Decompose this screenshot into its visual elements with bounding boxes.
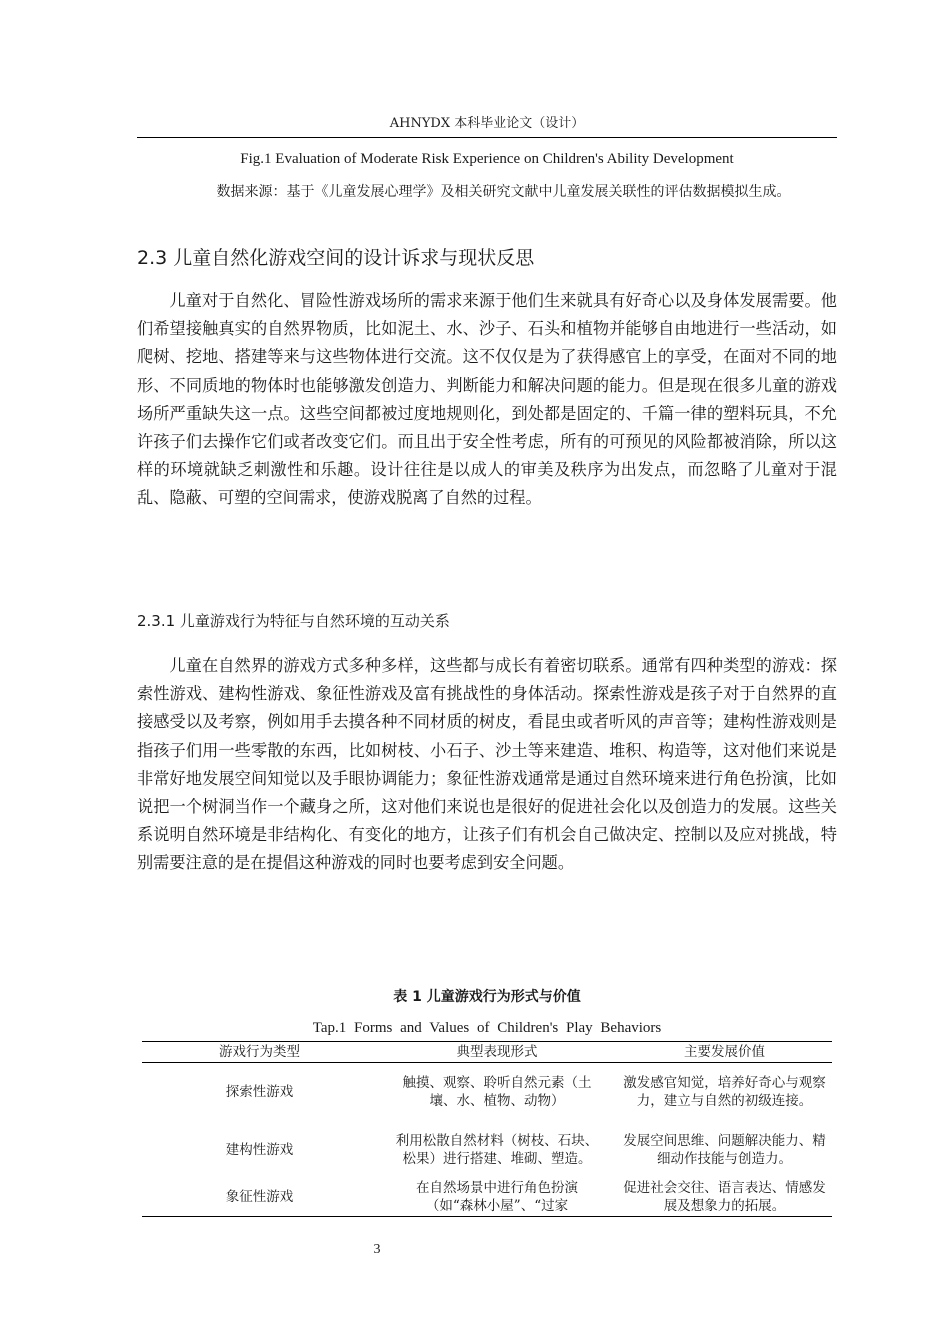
table-cell xyxy=(377,1179,617,1217)
table-title-en: Tap.1 Forms and Values of Children's Play Behaviors xyxy=(312,1020,662,1036)
table-cell-text: 促进社会交往、语言表达、情感发展及想象力的拓展。 xyxy=(623,1179,826,1214)
table-cell xyxy=(617,1121,832,1179)
table-cell-text: 触摸、观察、聆听自然元素（土壤、水、植物、动物） xyxy=(402,1074,592,1109)
table-header-cell: 典型表现形式 xyxy=(377,1042,617,1063)
table-row xyxy=(142,1121,832,1179)
play-behavior-table xyxy=(142,1041,832,1217)
table-cell: 建构性游戏 xyxy=(225,1141,294,1158)
section-paragraph: 儿童对于自然化、冒险性游戏场所的需求来源于他们生来就具有好奇心以及身体发展需要。他们希望接触真实的自然界物质，比如泥土、水、沙子、石头和植物并能够自由地进行一些活动，如爬树、挖地、搭建等来与这些物体进行交流。这不仅仅是为了获得感官上的享受，在面对不同的地形、不同质地的物体时也能够激发创造力、判断能力和解决问题的能力。但是现在很多儿童的游戏场所严重缺失这一点。这些空间都被过度地规则化，到处都是固定的、千篇一律的塑料玩具，不允许孩子们去操作它们或者改变它们。而且出于安全性考虑，所有的可预见的风险都被消除，所以这样的环境就缺乏刺激性和乐趣。设计往往是以成人的审美及秩序为出发点，而忽略了儿童对于混乱、隐蔽、可塑的空间需求，使游戏脱离了自然的过程。 xyxy=(137,291,837,508)
subsection-paragraph: 儿童在自然界的游戏方式多种多样，这些都与成长有着密切联系。通常有四种类型的游戏：探索性游戏、建构性游戏、象征性游戏及富有挑战性的身体活动。探索性游戏是孩子对于自然界的直接感受以及考察，例如用手去摸各种不同材质的树皮，看昆虫或者听风的声音等；建构性游戏则是指孩子们用一些零散的东西，比如树枝、小石子、沙土等来建造、堆积、构造等，这对他们来说是非常好地发展空间知觉以及手眼协调能力；象征性游戏通常是通过自然环境来进行角色扮演，比如说把一个树洞当作一个藏身之所，这对他们来说也是很好的促进社会化以及创造力的发展。这些关系说明自然环境是非结构化、有变化的地方，让孩子们有机会自己做决定、控制以及应对挑战，特别需要注意的是在提倡这种游戏的同时也要考虑到安全问题。 xyxy=(137,656,837,873)
subsection-title: 2.3.1 儿童游戏行为特征与自然环境的互动关系 xyxy=(137,612,450,630)
data-source-note: 数据来源：基于《儿童发展心理学》及相关研究文献中儿童发展关联性的评估数据模拟生成。 xyxy=(216,184,791,200)
table-header-cell: 主要发展价值 xyxy=(617,1042,832,1063)
table-title-cn: 表 1 儿童游戏行为形式与价值 xyxy=(393,989,581,1005)
table-row xyxy=(142,1179,832,1217)
table-cell-text: 激发感官知觉，培养好奇心与观察力，建立与自然的初级连接。 xyxy=(623,1074,826,1109)
section-title: 2.3 儿童自然化游戏空间的设计诉求与现状反思 xyxy=(137,247,535,269)
table-cell-text: 利用松散自然材料（树枝、石块、松果）进行搭建、堆砌、塑造。 xyxy=(395,1132,599,1167)
table-cell-text: 在自然场景中进行角色扮演（如“森林小屋”、“过家 xyxy=(416,1179,578,1214)
header-rule xyxy=(137,137,837,138)
table-cell xyxy=(377,1121,617,1179)
table-header-row xyxy=(142,1042,832,1063)
page-number: 3 xyxy=(373,1242,381,1257)
table-cell xyxy=(617,1179,832,1217)
table-row xyxy=(142,1063,832,1121)
table-cell: 象征性游戏 xyxy=(142,1179,377,1217)
table-cell: 探索性游戏 xyxy=(225,1083,294,1100)
table-header-cell: 游戏行为类型 xyxy=(142,1042,377,1063)
figure-caption: Fig.1 Evaluation of Moderate Risk Experience on Children's Ability Development xyxy=(240,151,734,167)
table-cell-text: 发展空间思维、问题解决能力、精细动作技能与创造力。 xyxy=(623,1132,826,1167)
table-cell xyxy=(377,1063,617,1121)
page-header: AHNYDX 本科毕业论文（设计） xyxy=(389,116,585,131)
table-cell xyxy=(617,1063,832,1121)
